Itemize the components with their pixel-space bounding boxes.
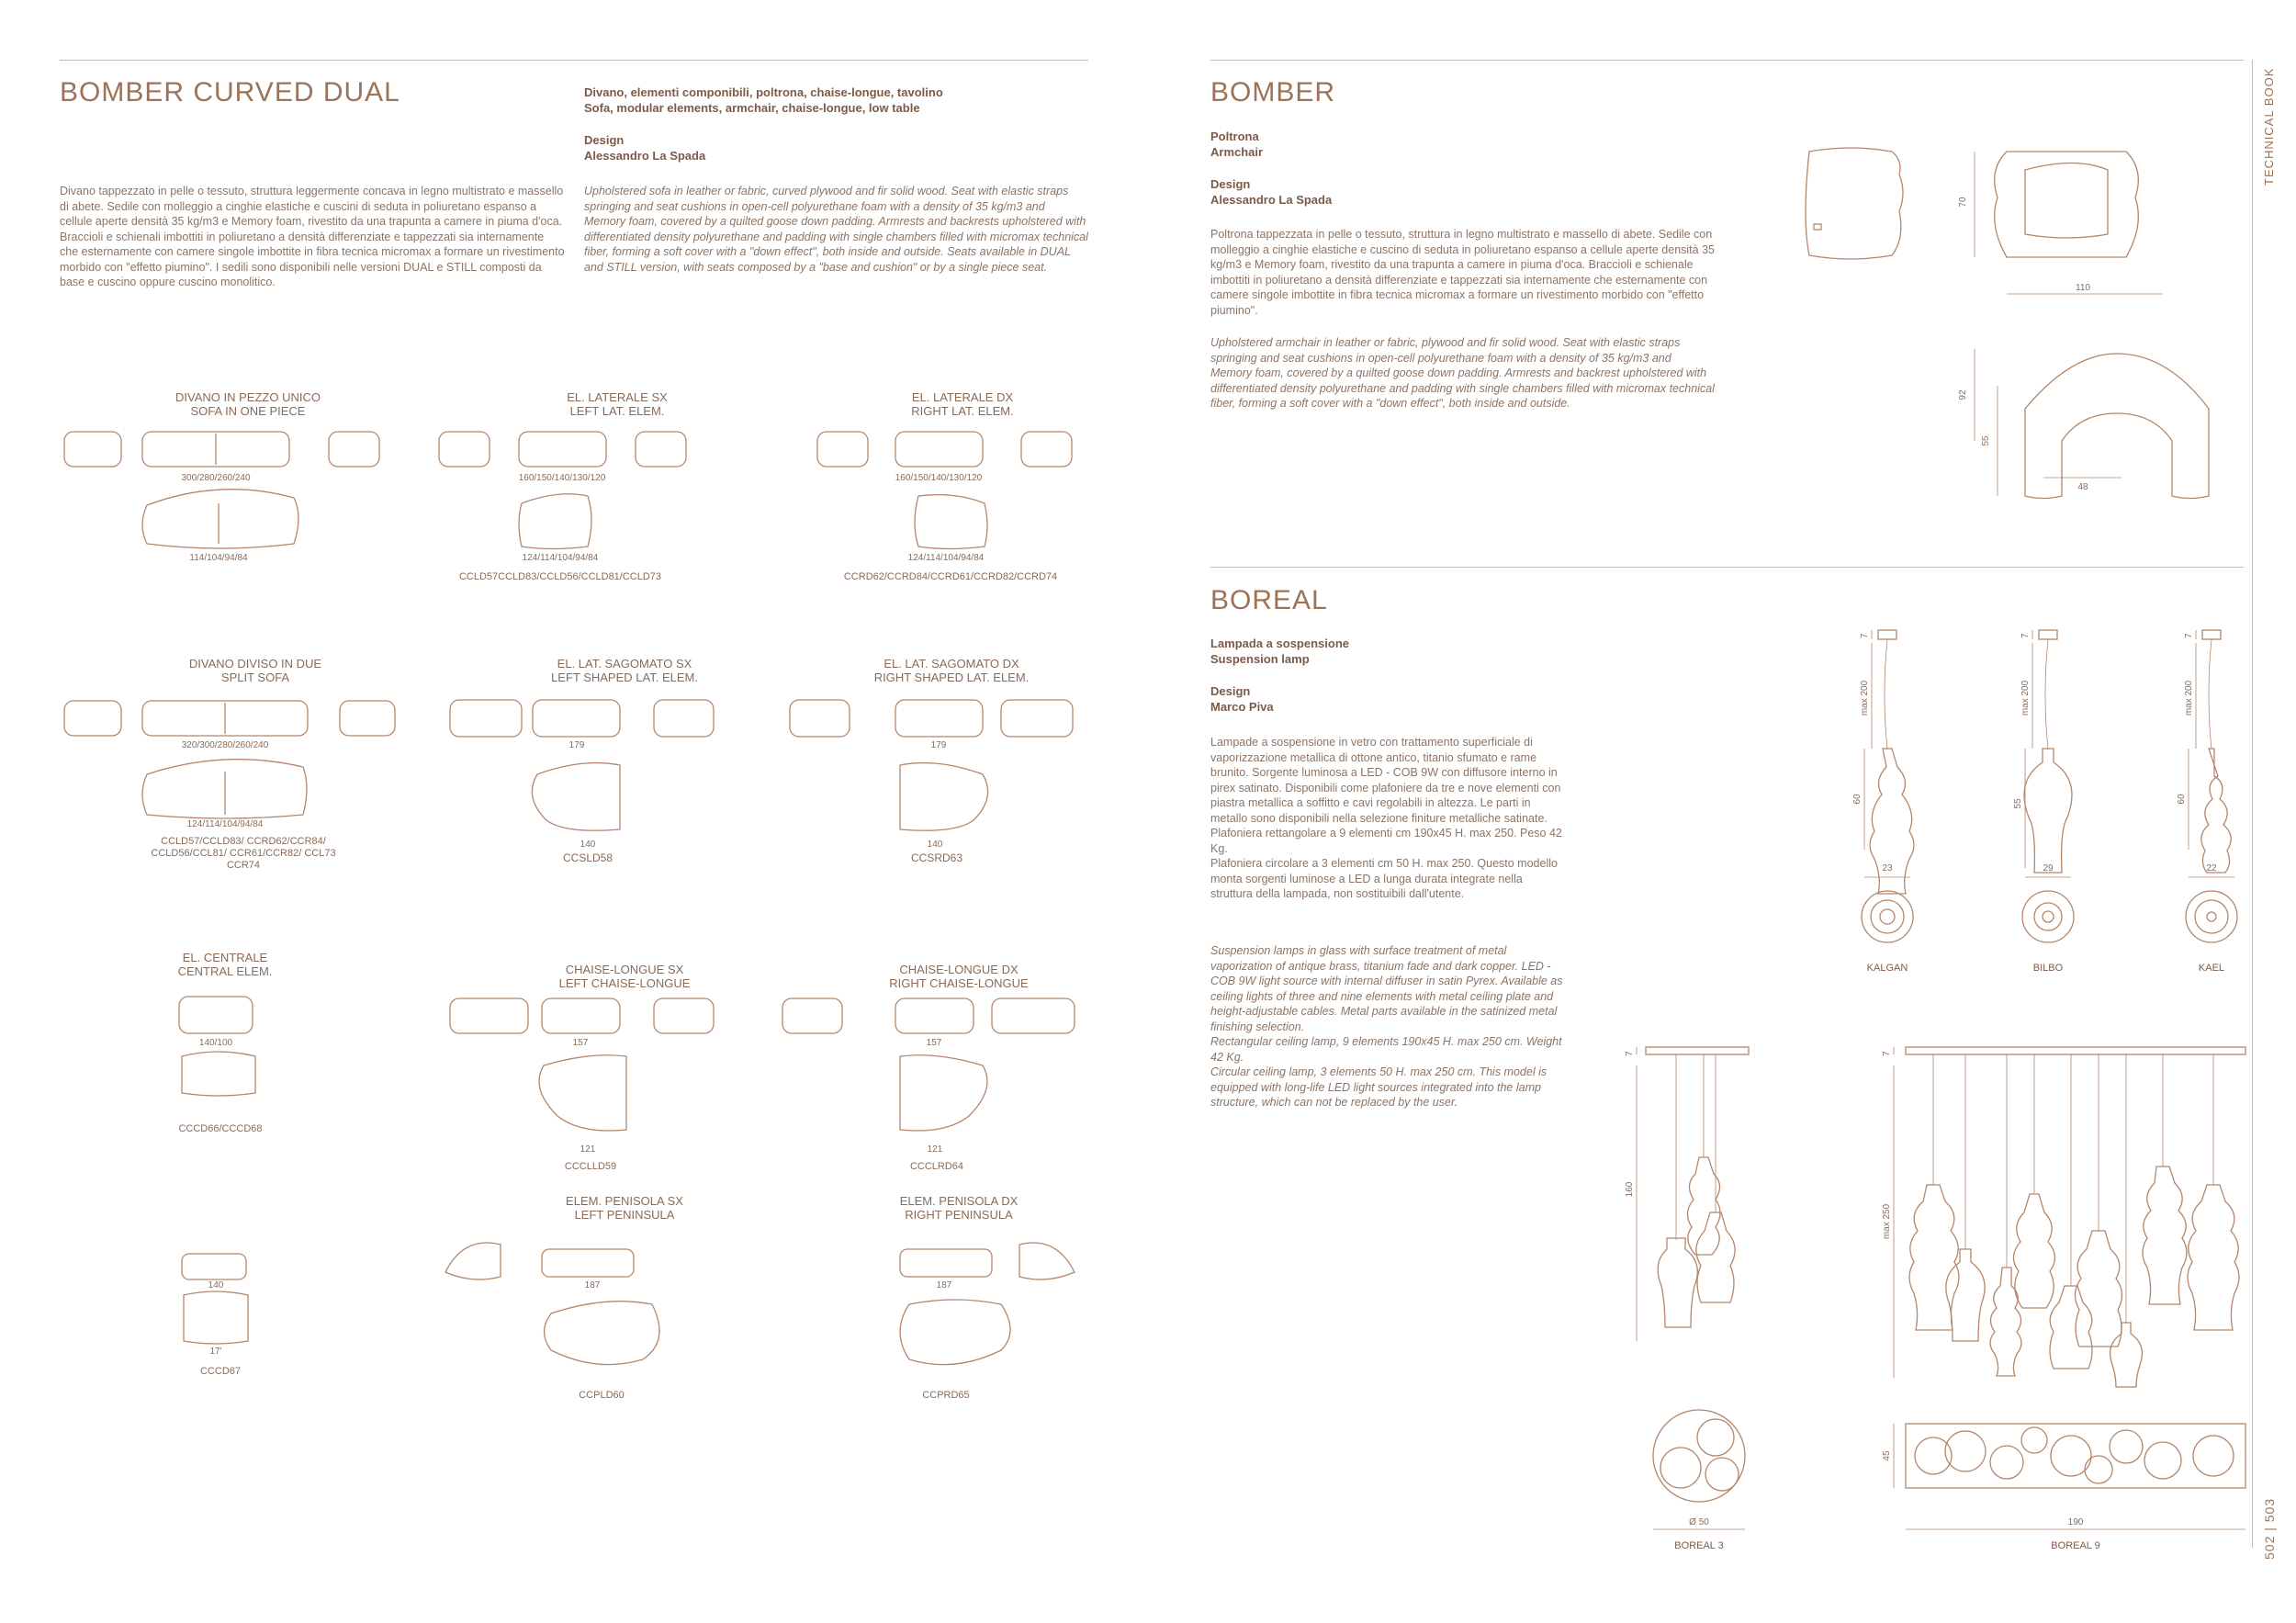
svg-text:160: 160 [1625, 1181, 1635, 1198]
boreal-designer: Marco Piva [1210, 700, 1274, 714]
svg-text:157: 157 [572, 1038, 589, 1048]
svg-text:179: 179 [568, 740, 585, 750]
svg-text:max 200: max 200 [2184, 680, 2194, 716]
svg-text:23: 23 [1882, 863, 1893, 873]
boreal-design-label: Design [1210, 684, 1251, 698]
svg-text:17': 17' [209, 1347, 222, 1357]
svg-text:140: 140 [208, 1280, 224, 1291]
svg-text:max 250: max 250 [1882, 1203, 1892, 1240]
sec7-cap: CHAISE-LONGUE SX LEFT CHAISE-LONGUE [558, 963, 691, 990]
svg-text:7: 7 [1882, 1051, 1892, 1056]
svg-text:7: 7 [2184, 633, 2194, 638]
sec4-cap: EL. LAT. SAGOMATO SX LEFT SHAPED LAT. ELEM. [551, 657, 698, 684]
svg-text:7: 7 [2020, 633, 2031, 638]
svg-text:157: 157 [926, 1038, 942, 1048]
svg-text:7: 7 [1860, 633, 1870, 638]
bomber-title: BOMBER [1210, 77, 1336, 107]
sec2-cap: EL. LATERALE DX RIGHT LAT. ELEM. [911, 390, 1014, 418]
code-sec2: CCRD62/CCRD84/CCRD61/CCRD82/CCRD74 [843, 571, 1058, 582]
svg-text:29: 29 [2043, 863, 2054, 873]
side-label: TECHNICAL BOOK [2262, 67, 2276, 186]
boreal-desc-en: Suspension lamps in glass with surface treatment of metal vaporization of antique brass, titanium fade and dark copper. LED - COB 9W light source with internal diffuser in satin Pyrex. Available as ceiling lights of three and nine elements with metal ceiling plate and height-adjustable cables. Metal parts available in the satinized metal finishing selection. Rectangular ceiling lamp, 9 elements 190x45 H. max 250 cm. Weight 42 Kg. Circular ceiling lamp, 3 elements 50 H. max 250 cm. This model is equipped with long-life LED light sources integrated into the lamp structure, which can not be replaced by the user. [1210, 944, 1563, 1109]
svg-text:7: 7 [1625, 1051, 1635, 1056]
svg-text:140: 140 [580, 840, 596, 850]
code-sec3: CCLD57/CCLD83/ CCRD62/CCR84/ CCLD56/CCL81/ CCR61/CCR82/ CCL73 CCR74 [151, 836, 336, 871]
svg-text:124/114/104/94/84: 124/114/104/94/84 [186, 819, 264, 829]
svg-text:187: 187 [936, 1280, 952, 1291]
sec11-cap: ELEM. PENISOLA DX RIGHT PENINSULA [899, 1194, 1019, 1222]
svg-text:60: 60 [1852, 794, 1863, 805]
svg-text:55: 55 [1981, 435, 1991, 446]
bomber-type-it: Poltrona [1210, 130, 1259, 143]
lamp-name-boreal3: BOREAL 3 [1674, 1540, 1724, 1551]
svg-text:121: 121 [580, 1144, 596, 1155]
sec1-cap: EL. LATERALE SX LEFT LAT. ELEM. [567, 390, 668, 418]
sec10-cap: ELEM. PENISOLA SX LEFT PENINSULA [566, 1194, 683, 1222]
sec0-cap: DIVANO IN PEZZO UNICO SOFA IN ONE PIECE [175, 390, 321, 418]
svg-text:160/150/140/130/120: 160/150/140/130/120 [518, 473, 606, 483]
lamp-name-kael: KAEL [2198, 963, 2225, 974]
bomber-design-label: Design [1210, 177, 1251, 191]
sec6-cap: EL. CENTRALE CENTRAL ELEM. [177, 951, 273, 978]
code-sec9: CCCD67 [199, 1366, 241, 1377]
svg-text:124/114/104/94/84: 124/114/104/94/84 [522, 553, 599, 563]
svg-text:110: 110 [2076, 283, 2090, 293]
svg-text:114/104/94/84: 114/104/94/84 [189, 553, 248, 563]
sec3-cap: DIVANO DIVISO IN DUE SPLIT SOFA [188, 657, 322, 684]
left-type-it: Divano, elementi componibili, poltrona, chaise-longue, tavolino [584, 85, 943, 99]
svg-text:max 200: max 200 [2020, 680, 2031, 716]
page-numbers: 502 | 503 [2262, 1497, 2277, 1560]
svg-text:179: 179 [930, 740, 947, 750]
code-sec7: CCCLLD59 [564, 1161, 617, 1172]
sec8-cap: CHAISE-LONGUE DX RIGHT CHAISE-LONGUE [889, 963, 1029, 990]
svg-text:300/280/260/240: 300/280/260/240 [181, 473, 251, 483]
svg-text:55: 55 [2013, 798, 2023, 809]
svg-text:140/100: 140/100 [198, 1038, 233, 1048]
left-type-en: Sofa, modular elements, armchair, chaise-longue, low table [584, 101, 920, 115]
code-sec10: CCPLD60 [579, 1390, 625, 1401]
svg-text:45: 45 [1882, 1450, 1892, 1461]
lamp-name-kalgan: KALGAN [1866, 963, 1908, 974]
svg-text:121: 121 [927, 1144, 943, 1155]
left-title: BOMBER CURVED DUAL [60, 77, 400, 107]
svg-text:60: 60 [2177, 794, 2187, 805]
bomber-type-en: Armchair [1210, 145, 1264, 159]
svg-text:190: 190 [2067, 1517, 2084, 1527]
svg-text:max 200: max 200 [1860, 680, 1870, 716]
svg-text:160/150/140/130/120: 160/150/140/130/120 [895, 473, 983, 483]
bomber-desc-en: Upholstered armchair in leather or fabric, plywood and fir solid wood. Seat with elastic straps springing and seat cushions in open-cell polyurethane foam with a density of 35 kg/m3 and Memory foam, covered by a quilted goose down padding. Armrests and backrest upholstered with differentiated density polyurethane and padding with single chambers filled with micromax technical fiber, forming a soft cover with a "down effect", both inside and outside. [1210, 336, 1715, 410]
code-sec1: CCLD57CCLD83/CCLD56/CCLD81/CCLD73 [458, 571, 662, 582]
svg-text:70: 70 [1958, 197, 1968, 208]
left-design-label: Design [584, 133, 625, 147]
code-sec6: CCCD66/CCCD68 [178, 1123, 263, 1134]
svg-text:Ø 50: Ø 50 [1689, 1517, 1709, 1527]
lamp-name-bilbo: BILBO [2032, 963, 2064, 974]
svg-text:22: 22 [2206, 863, 2217, 873]
boreal-title: BOREAL [1210, 585, 1328, 615]
svg-text:124/114/104/94/84: 124/114/104/94/84 [907, 553, 985, 563]
svg-text:320/300/280/260/240: 320/300/280/260/240 [181, 740, 269, 750]
svg-text:140: 140 [927, 840, 943, 850]
code-sec8: CCCLRD64 [909, 1161, 964, 1172]
code-sec11: CCPRD65 [922, 1390, 970, 1401]
code-sec4: CCSLD58 [562, 851, 613, 864]
bomber-desc-it: Poltrona tappezzata in pelle o tessuto, struttura in legno multistrato e massello di abete. Sedile con molleggio a cinghie elastiche e cuscino di seduta in poliuretano espanso a cellule aperte densità 35 kg/m3 e Memory foam, rivestito da una trapunta a camere in piuma d'oca. Braccioli e schienale imbottiti in poliuretano a densità differenziate e tappezzati sia internamente che esternamente con camere singole imbottite in fibra tecnica micromax a formare un rivestimento morbido con "effetto piumino". [1210, 228, 1715, 317]
boreal-type-it: Lampada a sospensione [1210, 637, 1349, 650]
sec5-cap: EL. LAT. SAGOMATO DX RIGHT SHAPED LAT. ELEM. [873, 657, 1030, 684]
left-desc-it: Divano tappezzato in pelle o tessuto, struttura leggermente concava in legno multistrato e massello di abete. Sedile con molleggio a cinghie elastiche e cuscini di seduta in poliuretano espanso a cellule aperte densità 35 kg/m3 e Memory foam, rivestito da una trapunta a camere in piuma d'oca. Braccioli e schienali imbottiti in poliuretano a densità differenziate e tappezzati sia internamente che esternamente con camere singole imbottite in fibra tecnica micromax a formare un rivestimento morbido con "effetto piumino". I sedili sono disponibili nelle versioni DUAL e STILL composti da base e cuscino oppure cuscino monolitico. [60, 185, 565, 288]
left-desc-en: Upholstered sofa in leather or fabric, curved plywood and fir solid wood. Seat with elastic straps springing and seat cushions in open-cell polyurethane foam with a density of 35 kg/m3 and Memory foam, covered by a quilted goose down padding. Armrests and backrests upholstered with differentiated density polyurethane and padding with single chambers filled with micromax technical fiber, forming a soft cover with a "down effect", both inside and outside. Seats available in DUAL and STILL version, with seats composed by a "base and cushion" or by a single piece seat. [584, 185, 1088, 274]
svg-text:92: 92 [1958, 389, 1968, 400]
code-sec5: CCSRD63 [910, 851, 962, 864]
left-designer: Alessandro La Spada [584, 149, 706, 163]
boreal-type-en: Suspension lamp [1210, 652, 1310, 666]
svg-text:187: 187 [584, 1280, 601, 1291]
svg-text:48: 48 [2077, 482, 2088, 492]
boreal-desc-it: Lampade a sospensione in vetro con trattamento superficiale di vaporizzazione metallica di ottone antico, titanio sfumato e rame brunito. Sorgente luminosa a LED - COB 9W con diffusore interno in pirex satinato. Disponibili come plafoniere da tre e nove elementi con piastra metallica a soffitto e cavi regolabili in altezza. Le parti in metallo sono disponibili nella selezione finiture metalliche satinate. Plafoniera rettangolare a 9 elementi cm 190x45 H. max 250. Peso 42 Kg. Plafoniera circolare a 3 elementi cm 50 H. max 250. Questo modello monta sorgenti luminose a LED a lunga durata integrate nella struttura della lampada, non sostituibili dall'utente. [1210, 736, 1562, 900]
bomber-designer: Alessandro La Spada [1210, 193, 1333, 207]
lamp-name-boreal9: BOREAL 9 [2051, 1540, 2100, 1551]
